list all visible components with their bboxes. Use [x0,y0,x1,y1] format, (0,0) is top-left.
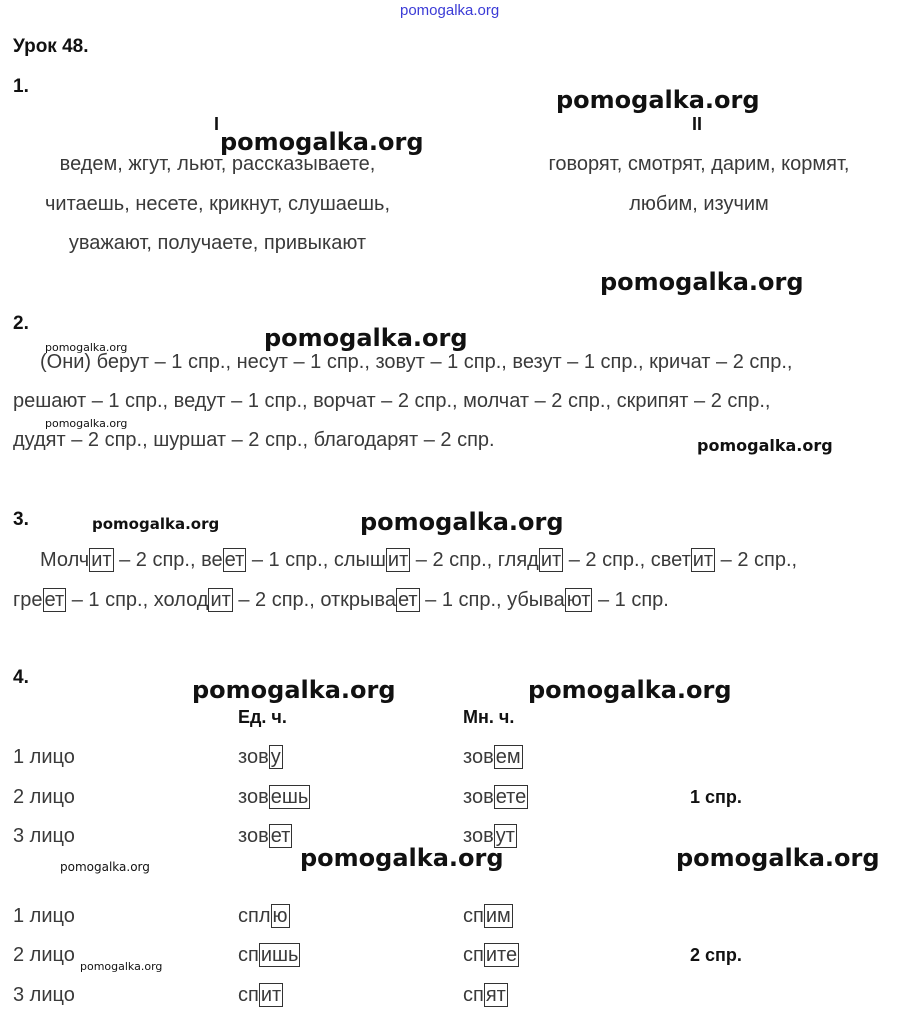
ending-box: ешь [270,786,309,808]
lesson-title: Урок 48. [13,36,89,57]
ex3-line-2 [13,589,669,612]
ending-box: ит [260,984,282,1006]
verb-conjugation: – 2 спр., [563,549,651,571]
verb-stem: слыш [333,549,386,571]
ending-box: у [270,746,281,768]
conjugation-label: 2 спр. [690,945,742,965]
ending-box: ут [495,825,515,847]
watermark: pomogalka.org [92,515,220,533]
verb-stem: убыва [507,589,565,611]
verb-conjugation: – 1 спр., [419,589,508,611]
plural-form: сп ите [463,944,518,966]
verb-conjugation: – 2 спр., [410,549,498,571]
verb-conjugation: – 2 спр., [113,549,202,571]
column-2-header: II [692,114,703,134]
watermark: pomogalka.org [220,128,424,156]
exercise-3-number: 3. [13,509,29,530]
col2-line: говорят, смотрят, дарим, кормят, [548,153,850,175]
col1-line: уважают, получаете, привыкают [68,232,367,254]
verb-conjugation: – 2 спр., [232,589,321,611]
person-label: 2 лицо [13,786,75,808]
ex2-line: дудят – 2 спр., шуршат – 2 спр., благодарят – 2 спр. [13,429,495,451]
exercise-4-number: 4. [13,667,29,688]
plural-form: сп ят [463,984,506,1006]
ending-box: ю [272,905,288,927]
ending-box: ишь [260,944,299,966]
verb-ending-box: ит [210,589,231,611]
singular-form: сп ишь [238,944,299,966]
watermark: pomogalka.org [45,417,128,430]
ending-box: ите [485,944,518,966]
column-1-header: I [214,114,220,134]
verb-conjugation: – 1 спр. [592,589,669,611]
exercise-2-number: 2. [13,313,29,334]
conjugation-label: 1 спр. [690,787,742,807]
watermark: pomogalka.org [556,86,760,114]
watermark: pomogalka.org [300,844,504,872]
singular-form: зов ешь [238,786,309,808]
exercise-1-number: 1. [13,76,29,97]
ending-box: им [485,905,511,927]
verb-ending-box: ет [397,589,418,611]
person-label: 1 лицо [13,905,75,927]
verb-ending-box: ет [44,589,65,611]
ending-box: ем [495,746,521,768]
ex2-line: решают – 1 спр., ведут – 1 спр., ворчат – 2 спр., молчат – 2 спр., скрипят – 2 спр., [13,390,771,412]
verb-conjugation: – 2 спр., [715,549,798,571]
singular-form: зов ет [238,825,291,847]
ex3-line-1 [40,549,797,572]
ex2-line: (Они) берут – 1 спр., несут – 1 спр., зовут – 1 спр., везут – 1 спр., кричат – 2 спр., [40,351,793,373]
singular-form: зов у [238,746,281,768]
watermark: pomogalka.org [264,324,468,352]
verb-stem: холод [153,589,209,611]
watermark: pomogalka.org [676,844,880,872]
verb-ending-box: ит [540,549,562,571]
header-plural: Мн. ч. [463,707,515,727]
singular-form: сп ит [238,984,282,1006]
watermark: pomogalka.org [192,676,396,704]
verb-stem: открыва [320,589,396,611]
verb-ending-box: ют [566,589,591,611]
person-label: 2 лицо [13,944,75,966]
col1-line: читаешь, несете, крикнут, слушаешь, [44,193,391,215]
col2-line: любим, изучим [629,193,769,215]
verb-ending-box: ит [692,549,714,571]
watermark: pomogalka.org [528,676,732,704]
person-label: 1 лицо [13,746,75,768]
watermark-top: pomogalka.org [400,2,500,19]
header-singular: Ед. ч. [238,707,287,727]
verb-ending-box: ит [91,549,112,571]
watermark: pomogalka.org [80,960,163,973]
watermark: pomogalka.org [60,860,150,874]
singular-form: спл ю [238,905,288,927]
ending-box: ете [495,786,527,808]
verb-conjugation: – 1 спр., [66,589,154,611]
plural-form: зов ем [463,746,521,768]
verb-stem: Молч [40,549,90,571]
verb-conjugation: – 1 спр., [246,549,334,571]
verb-stem: гре [13,589,43,611]
plural-form: зов ут [463,825,515,847]
verb-ending-box: ит [387,549,409,571]
person-label: 3 лицо [13,825,75,847]
verb-stem: свет [650,549,691,571]
col1-line: ведем, жгут, льют, рассказываете, [59,153,376,175]
verb-ending-box: ет [224,549,245,571]
watermark: pomogalka.org [697,436,833,455]
verb-stem: гляд [497,549,539,571]
verb-stem: ве [201,549,223,571]
ending-box: ят [485,984,506,1006]
watermark: pomogalka.org [360,508,564,536]
watermark: pomogalka.org [600,268,804,296]
plural-form: сп им [463,905,511,927]
person-label: 3 лицо [13,984,75,1006]
watermark: pomogalka.org [45,341,128,354]
plural-form: зов ете [463,786,527,808]
ending-box: ет [270,825,291,847]
